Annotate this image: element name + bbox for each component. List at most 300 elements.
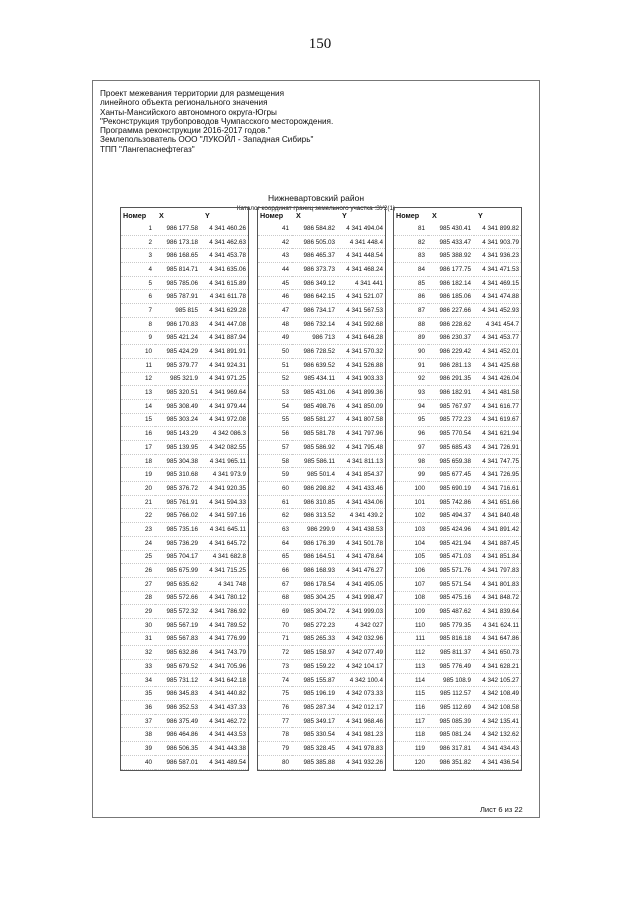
point-number: 105: [394, 550, 428, 564]
point-number: 120: [394, 755, 428, 769]
point-number: 88: [394, 317, 428, 331]
y-coordinate: 4 341 616.77: [474, 399, 521, 413]
table-row: [121, 468, 248, 482]
table-row: [258, 235, 385, 249]
table-row: [258, 660, 385, 674]
table-row: [258, 523, 385, 537]
x-coordinate: 985 112.69: [428, 701, 474, 715]
y-coordinate: 4 342 105.27: [474, 673, 521, 687]
y-coordinate: 4 341 899.36: [338, 386, 385, 400]
point-number: 115: [394, 687, 428, 701]
y-coordinate: 4 341 592.68: [338, 317, 385, 331]
point-number: 114: [394, 673, 428, 687]
table-header-row: [394, 208, 521, 222]
table-row: [121, 673, 248, 687]
point-number: 11: [121, 358, 155, 372]
y-coordinate: 4 342 132.62: [474, 728, 521, 742]
point-number: 14: [121, 399, 155, 413]
x-coordinate: 985 736.29: [155, 536, 201, 550]
x-coordinate: 985 158.97: [292, 646, 338, 660]
y-coordinate: 4 341 619.67: [474, 413, 521, 427]
point-number: 104: [394, 536, 428, 550]
y-coordinate: 4 341 476.27: [338, 564, 385, 578]
y-coordinate: 4 341 494.04: [338, 222, 385, 235]
y-coordinate: 4 341 629.28: [201, 304, 248, 318]
table-row: [258, 222, 385, 235]
point-number: 85: [394, 276, 428, 290]
table-row: [121, 495, 248, 509]
y-coordinate: 4 341 978.83: [338, 742, 385, 756]
y-coordinate: 4 341 920.35: [201, 482, 248, 496]
header-line: Землепользователь ООО "ЛУКОЙЛ - Западная Сибирь": [100, 135, 314, 145]
y-coordinate: 4 341 811.13: [338, 454, 385, 468]
table-row: [121, 427, 248, 441]
y-coordinate: 4 341 839.64: [474, 605, 521, 619]
point-number: 52: [258, 372, 292, 386]
x-coordinate: 985 421.24: [155, 331, 201, 345]
x-coordinate: 985 767.97: [428, 399, 474, 413]
y-coordinate: 4 341 439.2: [338, 509, 385, 523]
catalog-caption: Каталог координат границ земельного участка :ЗУ2(1): [236, 205, 396, 212]
x-coordinate: 985 659.38: [428, 454, 474, 468]
header-number: Номер: [260, 210, 284, 220]
x-coordinate: 985 388.92: [428, 249, 474, 263]
x-coordinate: 986 176.39: [292, 536, 338, 550]
point-number: 24: [121, 536, 155, 550]
point-number: 76: [258, 701, 292, 715]
point-number: 20: [121, 482, 155, 496]
x-coordinate: 985 572.32: [155, 605, 201, 619]
y-coordinate: 4 341 453.77: [474, 331, 521, 345]
point-number: 19: [121, 468, 155, 482]
point-number: 106: [394, 564, 428, 578]
point-number: 67: [258, 577, 292, 591]
point-number: 92: [394, 372, 428, 386]
x-coordinate: 985 143.29: [155, 427, 201, 441]
x-coordinate: 985 475.16: [428, 591, 474, 605]
x-coordinate: 986 728.52: [292, 345, 338, 359]
y-coordinate: 4 341 797.83: [474, 564, 521, 578]
point-number: 73: [258, 660, 292, 674]
y-coordinate: 4 342 027: [338, 618, 385, 632]
point-number: 117: [394, 714, 428, 728]
table-row: [394, 222, 521, 235]
table-row: [258, 591, 385, 605]
table-row: [258, 536, 385, 550]
point-number: 41: [258, 222, 292, 235]
x-coordinate: 985 816.18: [428, 632, 474, 646]
table-row: [394, 482, 521, 496]
x-coordinate: 985 677.45: [428, 468, 474, 482]
point-number: 109: [394, 605, 428, 619]
table-row: [121, 714, 248, 728]
point-number: 82: [394, 235, 428, 249]
y-coordinate: 4 342 108.49: [474, 687, 521, 701]
y-coordinate: 4 341 891.42: [474, 523, 521, 537]
table-row: [394, 358, 521, 372]
table-row: [258, 386, 385, 400]
point-number: 13: [121, 386, 155, 400]
table-row: [258, 427, 385, 441]
y-coordinate: 4 341 438.53: [338, 523, 385, 537]
point-number: 83: [394, 249, 428, 263]
point-number: 101: [394, 495, 428, 509]
x-coordinate: 986 170.83: [155, 317, 201, 331]
table-row: [121, 632, 248, 646]
y-coordinate: 4 341 851.84: [474, 550, 521, 564]
point-number: 78: [258, 728, 292, 742]
y-coordinate: 4 341 971.25: [201, 372, 248, 386]
x-coordinate: 985 690.19: [428, 482, 474, 496]
table-row: [258, 276, 385, 290]
point-number: 51: [258, 358, 292, 372]
table-row: [121, 413, 248, 427]
table-row: [258, 605, 385, 619]
point-number: 61: [258, 495, 292, 509]
y-coordinate: 4 341 471.53: [474, 263, 521, 277]
table-row: [258, 454, 385, 468]
y-coordinate: 4 342 108.58: [474, 701, 521, 715]
x-coordinate: 985 571.76: [428, 564, 474, 578]
x-coordinate: 986 178.54: [292, 577, 338, 591]
table-row: [394, 536, 521, 550]
x-coordinate: 986 299.9: [292, 523, 338, 537]
y-coordinate: 4 342 100.4: [338, 673, 385, 687]
point-number: 28: [121, 591, 155, 605]
x-coordinate: 985 586.92: [292, 441, 338, 455]
y-coordinate: 4 341 443.53: [201, 728, 248, 742]
y-coordinate: 4 341 854.37: [338, 468, 385, 482]
x-coordinate: 986 375.49: [155, 714, 201, 728]
x-coordinate: 985 304.72: [292, 605, 338, 619]
point-number: 80: [258, 755, 292, 769]
point-number: 33: [121, 660, 155, 674]
y-coordinate: 4 341 979.44: [201, 399, 248, 413]
table-row: [258, 577, 385, 591]
table-row: [258, 632, 385, 646]
point-number: 45: [258, 276, 292, 290]
y-coordinate: 4 341 526.88: [338, 358, 385, 372]
x-coordinate: 985 159.22: [292, 660, 338, 674]
point-number: 63: [258, 523, 292, 537]
y-coordinate: 4 341 611.78: [201, 290, 248, 304]
x-coordinate: 986 505.03: [292, 235, 338, 249]
x-coordinate: 986 734.17: [292, 304, 338, 318]
table-row: [394, 660, 521, 674]
table-row: [258, 249, 385, 263]
x-coordinate: 985 379.77: [155, 358, 201, 372]
table-row: [394, 372, 521, 386]
y-coordinate: 4 341 521.07: [338, 290, 385, 304]
point-number: 94: [394, 399, 428, 413]
y-coordinate: 4 341 743.79: [201, 646, 248, 660]
table-row: [121, 536, 248, 550]
x-coordinate: 986 313.52: [292, 509, 338, 523]
y-coordinate: 4 342 135.41: [474, 714, 521, 728]
table-row: [258, 646, 385, 660]
y-coordinate: 4 341 452.01: [474, 345, 521, 359]
x-coordinate: 985 567.83: [155, 632, 201, 646]
point-number: 71: [258, 632, 292, 646]
table-row: [121, 646, 248, 660]
point-number: 84: [394, 263, 428, 277]
header-x: X: [159, 210, 164, 220]
table-row: [258, 701, 385, 715]
table-header-row: [121, 208, 248, 222]
y-coordinate: 4 341 981.23: [338, 728, 385, 742]
y-coordinate: 4 341 899.82: [474, 222, 521, 235]
y-coordinate: 4 341 635.06: [201, 263, 248, 277]
table-row: [394, 728, 521, 742]
point-number: 42: [258, 235, 292, 249]
x-coordinate: 985 635.62: [155, 577, 201, 591]
x-coordinate: 985 679.52: [155, 660, 201, 674]
x-coordinate: 985 303.24: [155, 413, 201, 427]
point-number: 116: [394, 701, 428, 715]
x-coordinate: 986 352.53: [155, 701, 201, 715]
point-number: 99: [394, 468, 428, 482]
x-coordinate: 986 230.37: [428, 331, 474, 345]
table-row: [394, 441, 521, 455]
x-coordinate: 985 108.9: [428, 673, 474, 687]
x-coordinate: 986 317.81: [428, 742, 474, 756]
x-coordinate: 985 085.39: [428, 714, 474, 728]
point-number: 34: [121, 673, 155, 687]
header-line: Программа реконструкции 2016-2017 годов.": [100, 126, 271, 136]
page-number: 150: [308, 36, 332, 52]
point-number: 1: [121, 222, 155, 235]
x-coordinate: 986 173.18: [155, 235, 201, 249]
point-number: 17: [121, 441, 155, 455]
point-number: 97: [394, 441, 428, 455]
x-coordinate: 985 770.54: [428, 427, 474, 441]
table-row: [258, 317, 385, 331]
table-row: [121, 263, 248, 277]
y-coordinate: 4 341 795.48: [338, 441, 385, 455]
x-coordinate: 985 735.16: [155, 523, 201, 537]
x-coordinate: 986 291.35: [428, 372, 474, 386]
y-coordinate: 4 341 651.66: [474, 495, 521, 509]
table-row: [258, 755, 385, 769]
point-number: 95: [394, 413, 428, 427]
y-coordinate: 4 341 998.47: [338, 591, 385, 605]
point-number: 58: [258, 454, 292, 468]
table-row: [121, 372, 248, 386]
point-number: 8: [121, 317, 155, 331]
table-row: [394, 564, 521, 578]
table-row: [394, 345, 521, 359]
x-coordinate: 985 304.25: [292, 591, 338, 605]
point-number: 74: [258, 673, 292, 687]
y-coordinate: 4 341 903.33: [338, 372, 385, 386]
point-number: 53: [258, 386, 292, 400]
table-row: [121, 577, 248, 591]
table-header-row: [258, 208, 385, 222]
x-coordinate: 985 196.19: [292, 687, 338, 701]
point-number: 100: [394, 482, 428, 496]
table-row: [258, 687, 385, 701]
point-number: 38: [121, 728, 155, 742]
y-coordinate: 4 341 726.91: [474, 441, 521, 455]
point-number: 9: [121, 331, 155, 345]
y-coordinate: 4 341 969.64: [201, 386, 248, 400]
y-coordinate: 4 341 474.88: [474, 290, 521, 304]
table-row: [121, 399, 248, 413]
y-coordinate: 4 341 780.12: [201, 591, 248, 605]
table-row: [121, 591, 248, 605]
header-x: X: [432, 210, 437, 220]
x-coordinate: 986 227.66: [428, 304, 474, 318]
table-row: [258, 358, 385, 372]
y-coordinate: 4 341 786.92: [201, 605, 248, 619]
table-row: [394, 577, 521, 591]
point-number: 93: [394, 386, 428, 400]
y-coordinate: 4 341 437.33: [201, 701, 248, 715]
table-row: [258, 263, 385, 277]
x-coordinate: 985 779.35: [428, 618, 474, 632]
y-coordinate: 4 341 887.45: [474, 536, 521, 550]
y-coordinate: 4 341 441: [338, 276, 385, 290]
point-number: 36: [121, 701, 155, 715]
y-coordinate: 4 341 776.99: [201, 632, 248, 646]
point-number: 79: [258, 742, 292, 756]
y-coordinate: 4 341 747.75: [474, 454, 521, 468]
point-number: 113: [394, 660, 428, 674]
y-coordinate: 4 341 462.72: [201, 714, 248, 728]
x-coordinate: 985 139.95: [155, 441, 201, 455]
table-row: [394, 742, 521, 756]
table-row: [121, 687, 248, 701]
point-number: 35: [121, 687, 155, 701]
x-coordinate: 985 112.57: [428, 687, 474, 701]
header-line: "Реконструкция трубопроводов Чумпасского месторождения.: [100, 116, 334, 126]
point-number: 2: [121, 235, 155, 249]
x-coordinate: 985 310.68: [155, 468, 201, 482]
point-number: 66: [258, 564, 292, 578]
y-coordinate: 4 341 903.79: [474, 235, 521, 249]
region-title: Нижневартовский район: [267, 193, 365, 203]
x-coordinate: 985 385.88: [292, 755, 338, 769]
y-coordinate: 4 341 936.23: [474, 249, 521, 263]
y-coordinate: 4 341 999.03: [338, 605, 385, 619]
table-row: [394, 317, 521, 331]
y-coordinate: 4 341 726.95: [474, 468, 521, 482]
table-row: [258, 564, 385, 578]
x-coordinate: 985 586.11: [292, 454, 338, 468]
point-number: 90: [394, 345, 428, 359]
point-number: 102: [394, 509, 428, 523]
x-coordinate: 985 155.87: [292, 673, 338, 687]
x-coordinate: 985 731.12: [155, 673, 201, 687]
y-coordinate: 4 341 624.11: [474, 618, 521, 632]
point-number: 119: [394, 742, 428, 756]
point-number: 55: [258, 413, 292, 427]
y-coordinate: 4 341 594.33: [201, 495, 248, 509]
x-coordinate: 986 310.85: [292, 495, 338, 509]
table-row: [258, 290, 385, 304]
table-row: [258, 372, 385, 386]
x-coordinate: 985 567.19: [155, 618, 201, 632]
table-row: [258, 714, 385, 728]
y-coordinate: 4 341 440.82: [201, 687, 248, 701]
x-coordinate: 986 351.82: [428, 755, 474, 769]
x-coordinate: 985 321.9: [155, 372, 201, 386]
x-coordinate: 986 168.65: [155, 249, 201, 263]
y-coordinate: 4 341 426.04: [474, 372, 521, 386]
header-y: Y: [342, 210, 347, 220]
table-row: [394, 386, 521, 400]
point-number: 77: [258, 714, 292, 728]
point-number: 65: [258, 550, 292, 564]
x-coordinate: 985 498.76: [292, 399, 338, 413]
table-row: [121, 742, 248, 756]
x-coordinate: 985 431.06: [292, 386, 338, 400]
coordinates-table: [258, 208, 385, 770]
table-row: [121, 755, 248, 769]
point-number: 72: [258, 646, 292, 660]
table-row: [121, 235, 248, 249]
y-coordinate: 4 342 077.49: [338, 646, 385, 660]
y-coordinate: 4 341 646.28: [338, 331, 385, 345]
point-number: 18: [121, 454, 155, 468]
point-number: 118: [394, 728, 428, 742]
point-number: 111: [394, 632, 428, 646]
y-coordinate: 4 341 801.83: [474, 577, 521, 591]
table-row: [121, 482, 248, 496]
table-row: [121, 276, 248, 290]
x-coordinate: 985 376.72: [155, 482, 201, 496]
table-row: [121, 523, 248, 537]
table-row: [394, 618, 521, 632]
point-number: 31: [121, 632, 155, 646]
table-row: [121, 660, 248, 674]
y-coordinate: 4 341 481.58: [474, 386, 521, 400]
table-row: [121, 454, 248, 468]
point-number: 47: [258, 304, 292, 318]
x-coordinate: 985 494.37: [428, 509, 474, 523]
table-row: [121, 550, 248, 564]
coordinates-table-3: [393, 207, 522, 771]
x-coordinate: 985 787.91: [155, 290, 201, 304]
x-coordinate: 985 320.51: [155, 386, 201, 400]
point-number: 32: [121, 646, 155, 660]
table-row: [394, 687, 521, 701]
coordinates-table: [394, 208, 521, 770]
table-row: [121, 441, 248, 455]
table-row: [121, 605, 248, 619]
y-coordinate: 4 342 012.17: [338, 701, 385, 715]
point-number: 103: [394, 523, 428, 537]
y-coordinate: 4 342 032.96: [338, 632, 385, 646]
header-line: Ханты-Мансийского автономного округа-Югры: [100, 107, 277, 117]
table-row: [394, 263, 521, 277]
x-coordinate: 985 815: [155, 304, 201, 318]
y-coordinate: 4 341 621.94: [474, 427, 521, 441]
table-row: [258, 728, 385, 742]
x-coordinate: 986 713: [292, 331, 338, 345]
point-number: 27: [121, 577, 155, 591]
table-row: [121, 358, 248, 372]
y-coordinate: 4 341 447.08: [201, 317, 248, 331]
x-coordinate: 986 298.82: [292, 482, 338, 496]
table-row: [121, 222, 248, 235]
y-coordinate: 4 341 973.9: [201, 468, 248, 482]
header-y: Y: [478, 210, 483, 220]
x-coordinate: 985 328.45: [292, 742, 338, 756]
x-coordinate: 985 501.4: [292, 468, 338, 482]
point-number: 50: [258, 345, 292, 359]
y-coordinate: 4 342 086.3: [201, 427, 248, 441]
